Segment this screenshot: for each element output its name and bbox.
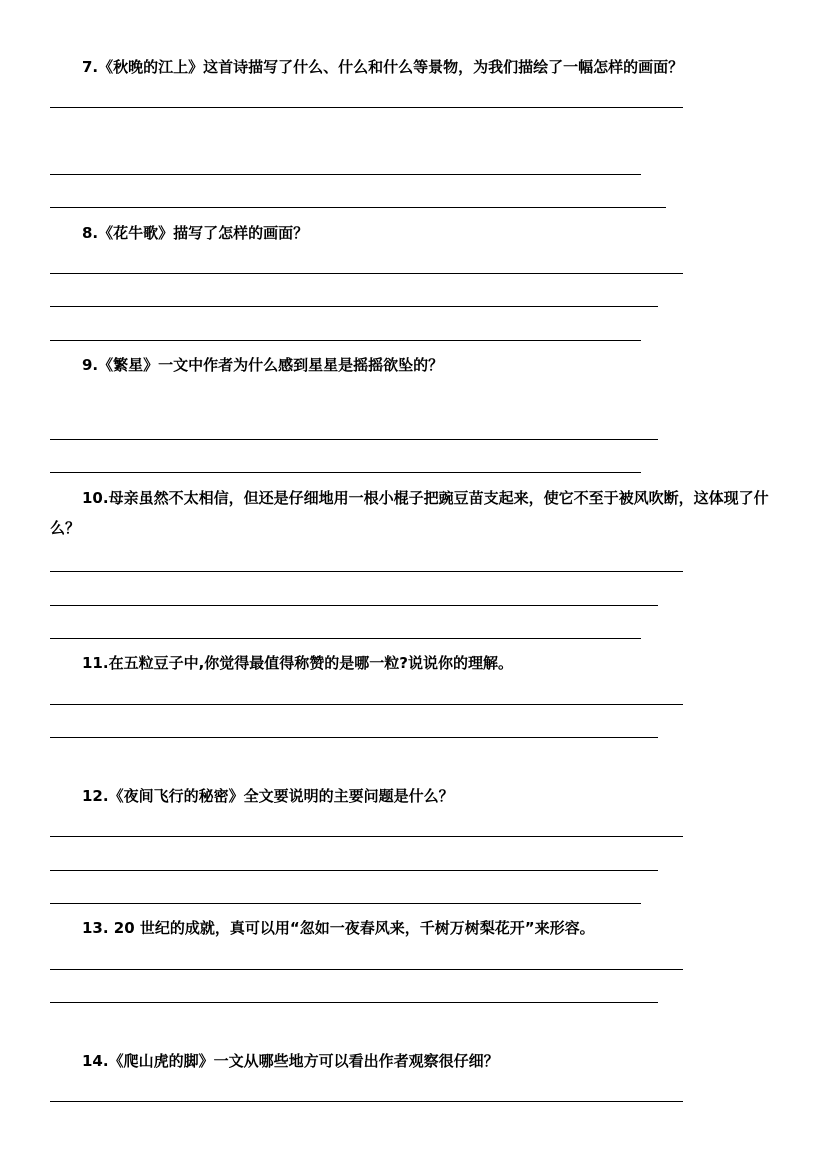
answer-line bbox=[50, 638, 641, 639]
question-7: 7.《秋晚的江上》这首诗描写了什么、什么和什么等景物，为我们描绘了一幅怎样的画面？ bbox=[82, 58, 684, 76]
question-9: 9.《繁星》一文中作者为什么感到星星是摇摇欲坠的？ bbox=[82, 356, 444, 374]
answer-line bbox=[50, 870, 658, 871]
answer-line bbox=[50, 1002, 658, 1003]
question-13: 13. 20 世纪的成就，真可以用“忽如一夜春风来，千树万树梨花开”来形容。 bbox=[82, 919, 595, 937]
answer-line bbox=[50, 207, 666, 208]
answer-line bbox=[50, 174, 641, 175]
question-12: 12.《夜间飞行的秘密》全文要说明的主要问题是什么？ bbox=[82, 787, 454, 805]
answer-line bbox=[50, 903, 641, 904]
answer-line bbox=[50, 439, 658, 440]
answer-line bbox=[50, 605, 658, 606]
answer-line bbox=[50, 107, 683, 108]
answer-line bbox=[50, 571, 683, 572]
question-10: 10.母亲虽然不太相信，但还是仔细地用一根小棍子把豌豆苗支起来，使它不至于被风吹断，这体现了什么？ bbox=[50, 489, 769, 537]
answer-line bbox=[50, 836, 683, 837]
question-14: 14.《爬山虎的脚》一文从哪些地方可以看出作者观察很仔细？ bbox=[82, 1052, 499, 1070]
answer-line bbox=[50, 340, 641, 341]
answer-line bbox=[50, 472, 641, 473]
answer-line bbox=[50, 969, 683, 970]
answer-line bbox=[50, 306, 658, 307]
answer-line bbox=[50, 273, 683, 274]
question-11: 11.在五粒豆子中,你觉得最值得称赞的是哪一粒?说说你的理解。 bbox=[82, 654, 513, 672]
answer-line bbox=[50, 737, 658, 738]
answer-line bbox=[50, 1101, 683, 1102]
answer-line bbox=[50, 704, 683, 705]
question-8: 8.《花牛歌》描写了怎样的画面？ bbox=[82, 224, 309, 242]
